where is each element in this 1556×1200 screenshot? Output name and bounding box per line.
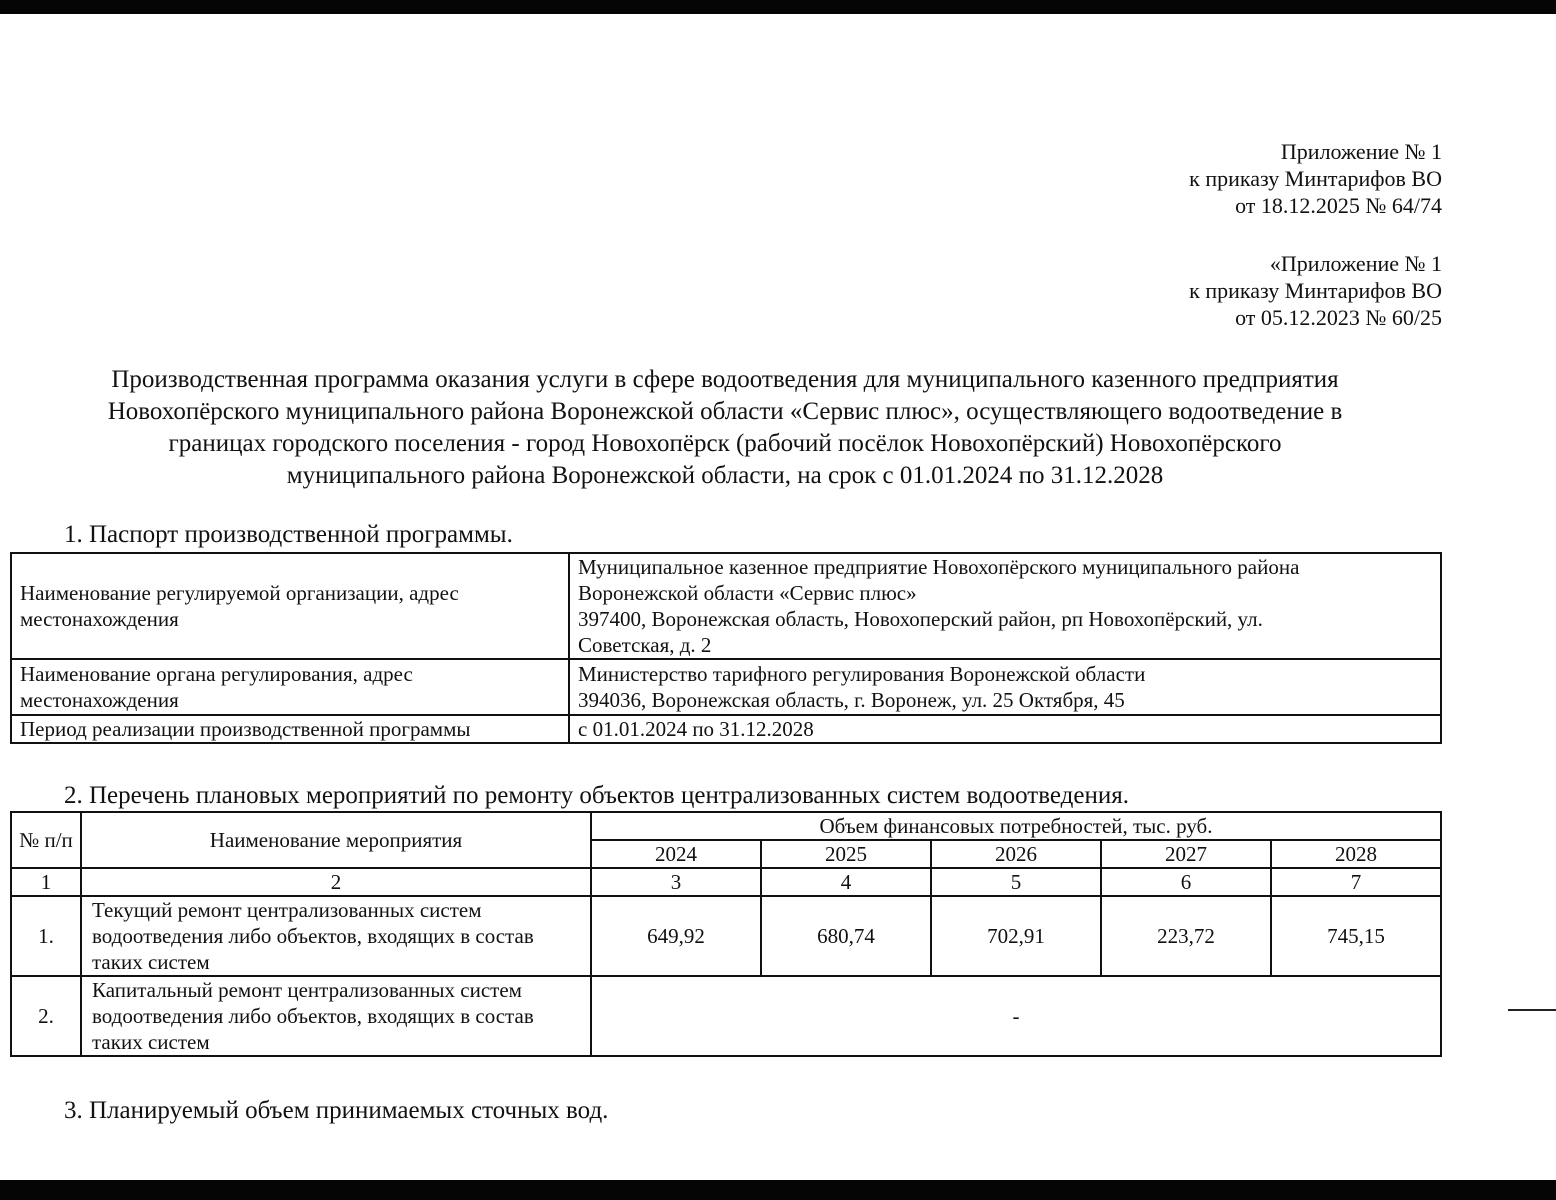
scan-artifact-line	[1508, 1009, 1556, 1011]
approval-line: Приложение № 1	[1280, 139, 1442, 164]
passport-value	[569, 553, 1441, 659]
passport-value	[569, 659, 1441, 715]
approval-line: к приказу Минтарифов ВО	[1189, 166, 1442, 191]
measure-name: Текущий ремонт централизованных систем водоотведения либо объектов, входящих в состав таких систем	[81, 896, 591, 976]
approval-line: от 05.12.2023 № 60/25	[1235, 305, 1442, 330]
header-year: 2028	[1271, 840, 1441, 868]
passport-key: Наименование органа регулирования, адрес местонахождения	[11, 659, 569, 715]
passport-table	[10, 552, 1442, 744]
passport-key: Наименование регулируемой организации, адрес местонахождения	[11, 553, 569, 659]
column-index: 1	[11, 868, 81, 896]
finance-value: 649,92	[591, 896, 761, 976]
section-3-heading: 3. Планируемый объем принимаемых сточных вод.	[64, 1097, 609, 1124]
measures-table	[10, 811, 1442, 1057]
section-2-heading: 2. Перечень плановых мероприятий по ремонту объектов централизованных систем водоотведения.	[64, 782, 1129, 809]
column-index: 4	[761, 868, 931, 896]
table-row	[11, 896, 1441, 976]
approval-line: к приказу Минтарифов ВО	[1189, 278, 1442, 303]
header-year: 2026	[931, 840, 1101, 868]
approval-stamp-current	[1189, 138, 1442, 219]
passport-row	[11, 553, 1441, 659]
header-year: 2024	[591, 840, 761, 868]
row-number: 1.	[11, 896, 81, 976]
row-number: 2.	[11, 976, 81, 1056]
column-index: 2	[81, 868, 591, 896]
document-title	[20, 364, 1430, 492]
title-line: Производственная программа оказания услуги в сфере водоотведения для муниципального казенного предприятия	[111, 366, 1339, 393]
header-finance: Объем финансовых потребностей, тыс. руб.	[591, 812, 1441, 840]
finance-value: 680,74	[761, 896, 931, 976]
finance-value: 702,91	[931, 896, 1101, 976]
approval-line: «Приложение № 1	[1269, 251, 1442, 276]
header-year: 2025	[761, 840, 931, 868]
section-1-heading: 1. Паспорт производственной программы.	[64, 521, 513, 548]
passport-value-line: Советская, д. 2	[578, 633, 712, 657]
approval-stamp-previous	[1189, 250, 1442, 331]
passport-value-line: с 01.01.2024 по 31.12.2028	[578, 717, 814, 741]
header-year: 2027	[1101, 840, 1271, 868]
header-name: Наименование мероприятия	[81, 812, 591, 868]
scan-border-top	[0, 0, 1556, 14]
passport-key: Период реализации производственной программы	[11, 715, 569, 743]
table-header-row	[11, 812, 1441, 840]
table-row	[11, 976, 1441, 1056]
passport-row	[11, 659, 1441, 715]
column-index: 7	[1271, 868, 1441, 896]
header-number: № п/п	[11, 812, 81, 868]
title-line: границах городского поселения - город Новохопёрск (рабочий посёлок Новохопёрский) Новохопёрского	[168, 430, 1282, 457]
column-index: 6	[1101, 868, 1271, 896]
passport-value	[569, 715, 1441, 743]
column-index-row	[11, 868, 1441, 896]
passport-value-line: Муниципальное казенное предприятие Новохопёрского муниципального района	[578, 555, 1300, 579]
title-line: Новохопёрского муниципального района Воронежской области «Сервис плюс», осуществляющего водоотведение в	[107, 398, 1343, 425]
measure-name: Капитальный ремонт централизованных систем водоотведения либо объектов, входящих в состав таких систем	[81, 976, 591, 1056]
passport-value-line: 394036, Воронежская область, г. Воронеж, ул. 25 Октября, 45	[578, 688, 1125, 712]
finance-value: 223,72	[1101, 896, 1271, 976]
column-index: 5	[931, 868, 1101, 896]
passport-value-line: Воронежской области «Сервис плюс»	[578, 581, 917, 605]
passport-value-line: Министерство тарифного регулирования Воронежской области	[578, 662, 1146, 686]
passport-row	[11, 715, 1441, 743]
column-index: 3	[591, 868, 761, 896]
finance-value-merged: -	[591, 976, 1441, 1056]
passport-value-line: 397400, Воронежская область, Новохоперский район, рп Новохопёрский, ул.	[578, 607, 1263, 631]
finance-value: 745,15	[1271, 896, 1441, 976]
scan-border-bottom	[0, 1180, 1556, 1200]
title-line: муниципального района Воронежской области, на срок с 01.01.2024 по 31.12.2028	[286, 462, 1164, 489]
approval-line: от 18.12.2025 № 64/74	[1235, 193, 1442, 218]
